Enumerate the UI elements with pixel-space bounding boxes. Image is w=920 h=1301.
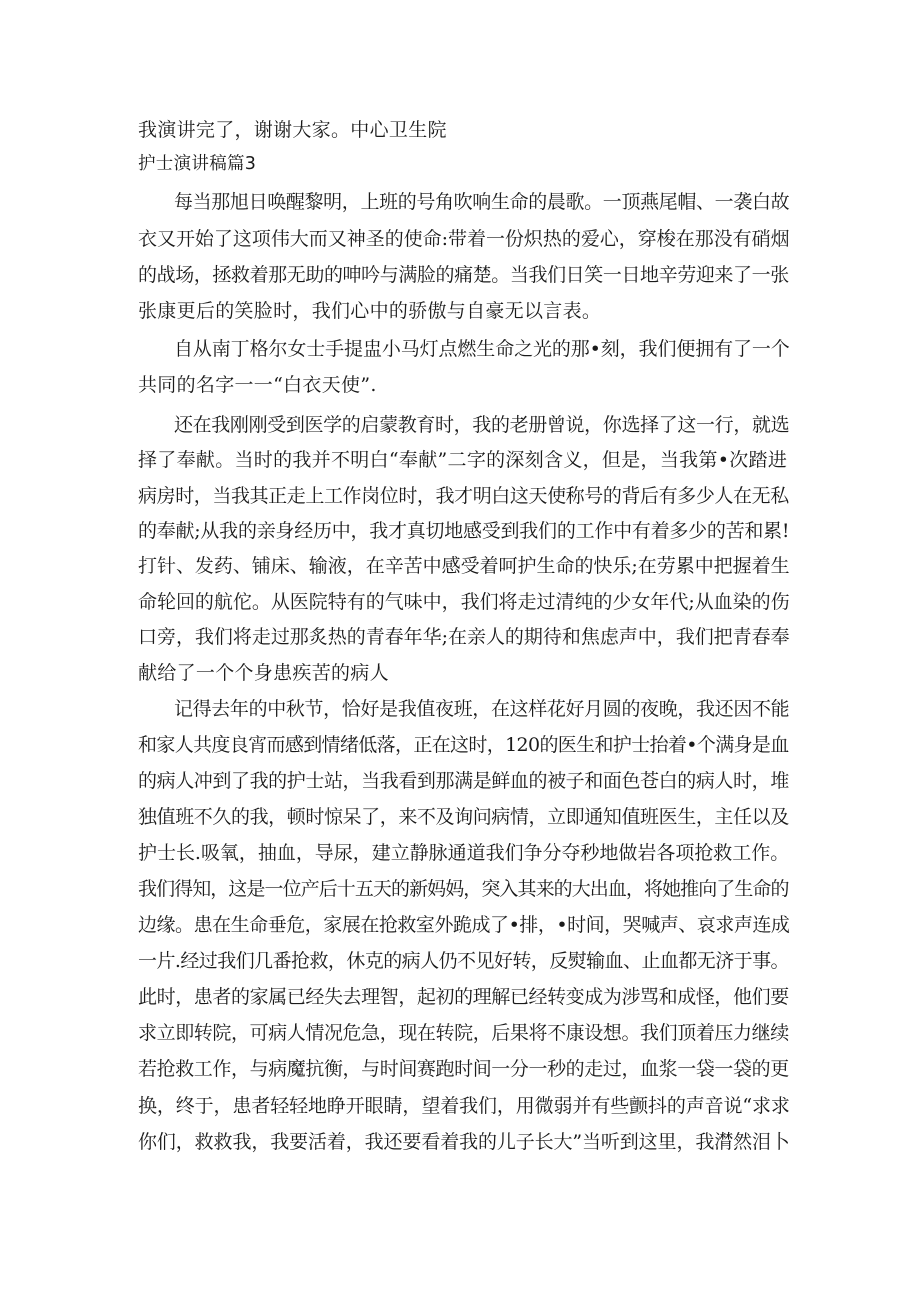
section-title: 护士演讲稿篇3 (138, 154, 257, 174)
paragraph-line: 我们得知，这是一位产后十五天的新妈妈，突入其来的大出血，将她推向了生命的 (138, 878, 789, 900)
closing-line: 我演讲完了，谢谢大家。中心卫生院 (138, 119, 447, 141)
paragraph-line: 命轮回的航佗。从医院特有的气味中，我们将走过清纯的少女年代;从血染的伤 (138, 591, 790, 613)
paragraph-line: 病房时，当我其正走上工作岗位时，我才明白这天使称号的背后有多少人在无私 (138, 485, 789, 507)
paragraph-line: 衣又开始了这项伟大而又神圣的使命:带着一份炽热的爱心，穿梭在那没有硝烟 (138, 228, 790, 250)
paragraph-line: 一片.经过我们几番抢救，休克的病人仍不见好转，反熨输血、止血都无济于事。 (138, 950, 789, 972)
paragraph-line: 独值班不久的我，顿时惊呆了，来不及询问病情，立即通知值班医生，主任以及 (138, 806, 789, 828)
paragraph-line: 张康更后的笑脸时，我们心中的骄傲与自豪无以言表。 (138, 300, 602, 322)
paragraph-line: 求立即转院，可病人情况危急，现在转院，后果将不康设想。我们顶着压力继续 (138, 1022, 789, 1044)
paragraph-line: 若抢救工作，与病魔抗衡，与时间赛跑时间一分一秒的走过，血浆一袋一袋的更 (138, 1058, 789, 1080)
paragraph-line: 换，终于，患者轻轻地睁开眼睛，望着我们，用微弱并有些颤抖的声音说“求求 (138, 1095, 790, 1117)
paragraph-line: 打针、发药、铺床、输液，在辛苦中感受着呵护生命的快乐;在劳累中把握着生 (138, 555, 790, 577)
paragraph-line: 此时，患者的家属已经失去理智，起初的理解已经转变成为涉骂和成怪，他们要 (138, 986, 789, 1008)
paragraph-line: 的战场，拯救着那无助的呻吟与满脸的痛楚。当我们日笑一日地辛劳迎来了一张 (138, 264, 789, 286)
paragraph-line: 口旁，我们将走过那炙热的青春年华;在亲人的期待和焦虑声中，我们把青春奉 (138, 626, 790, 648)
paragraph-line: 记得去年的中秋节，恰好是我值夜班，在这样花好月圆的夜晚，我还因不能 (174, 698, 790, 720)
paragraph-line: 献给了一个个身患疾苦的病人 (138, 662, 389, 684)
paragraph-line: 边缘。患在生命垂危，家展在抢救室外跪成了•排，•时间，哭喊声、哀求声连成 (138, 914, 790, 936)
paragraph-line: 的病人冲到了我的护士站，当我看到那满是鲜血的被子和面色苍白的病人时，堆 (138, 770, 789, 792)
paragraph-line: 的奉献;从我的亲身经历中，我才真切地感受到我们的工作中有着多少的苦和累! (138, 520, 790, 542)
paragraph-line: 自从南丁格尔女士手提盅小马灯点燃生命之光的那•刻，我们便拥有了一个 (174, 338, 790, 360)
paragraph-line: 共同的名字一一“白衣天使”. (138, 374, 377, 396)
paragraph-line: 和家人共度良宵而感到情绪低落，正在这时，120的医生和护士抬着•个满身是血 (138, 734, 789, 756)
paragraph-line: 你们，救救我，我要活着，我还要看着我的儿子长大”当听到这里，我潸然泪卜 (138, 1131, 790, 1153)
paragraph-line: 护士长.吸氧，抽血，导尿，建立静脉通道我们争分夺秒地做岩各项抢救工作。 (138, 842, 790, 864)
paragraph-line: 还在我刚刚受到医学的启蒙教育时，我的老册曾说，你选择了这一行，就选 (174, 414, 790, 436)
paragraph-line: 择了奉献。当时的我并不明白“奉献”二字的深刻含义，但是，当我第•次踏进 (138, 449, 788, 471)
paragraph-line: 每当那旭日唤醒黎明，上班的号角吹响生命的晨歌。一顶燕尾帽、一袭白故 (174, 191, 790, 213)
